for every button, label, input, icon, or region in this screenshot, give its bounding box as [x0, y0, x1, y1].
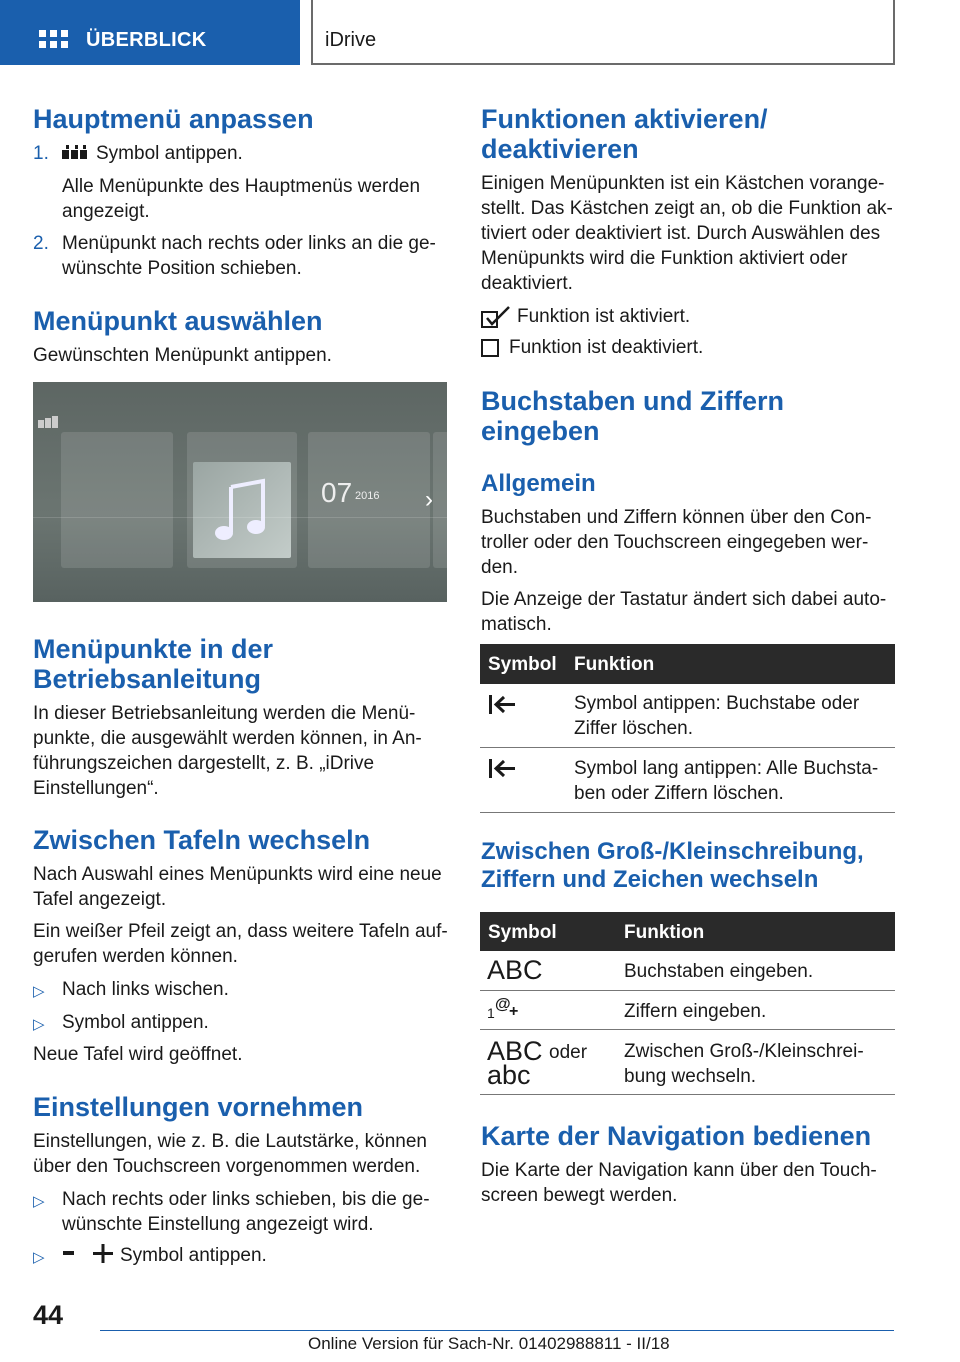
column-header: Funktion [624, 922, 705, 943]
overview-tab-label: ÜBERBLICK [86, 29, 207, 51]
heading-auswahlen: Menüpunkt auswählen [33, 306, 323, 336]
paragraph: screen bewegt werden. [481, 1185, 678, 1206]
bullet-triangle-icon: ▷ [33, 1016, 45, 1033]
section-tab[interactable] [311, 0, 895, 65]
uppercase-symbol: ABC [487, 1036, 543, 1066]
paragraph: Ein weißer Pfeil zeigt an, dass weitere Tafeln auf‐ [33, 921, 448, 942]
paragraph: Einstellungen“. [33, 778, 159, 799]
paragraph: gerufen werden können. [33, 946, 238, 967]
status-text: Funktion ist aktiviert. [517, 306, 691, 327]
lowercase-symbol: abc [487, 1060, 531, 1090]
section-title: iDrive [325, 29, 377, 51]
paragraph: führungszeichen dargestellt, z. B. „iDrive [33, 753, 375, 774]
step-text: Menüpunkt nach rechts oder links an die ge‐ [62, 233, 436, 254]
status-text: Funktion ist deaktiviert. [509, 337, 704, 358]
table-cell: Ziffern eingeben. [624, 1001, 767, 1022]
paragraph: Nach Auswahl eines Menüpunkts wird eine neue [33, 864, 442, 885]
heading-karte: Karte der Navigation bedienen [481, 1121, 872, 1151]
checkbox-empty-icon [481, 339, 501, 359]
overview-tab[interactable] [0, 0, 300, 65]
table-header [480, 644, 895, 684]
music-note-icon [193, 462, 291, 558]
step-text: Symbol antippen. [96, 143, 243, 164]
heading-tafeln: Zwischen Tafeln wechseln [33, 825, 371, 855]
paragraph: Die Anzeige der Tastatur ändert sich dabei auto‐ [481, 589, 887, 610]
paragraph: Die Karte der Navigation kann über den Touch‐ [481, 1160, 877, 1181]
backspace-icon [487, 758, 517, 780]
page-number: 44 [33, 1300, 64, 1330]
table-divider [480, 747, 895, 748]
heading-menuepunkte: Menüpunkte in der [33, 634, 274, 664]
grid-icon [39, 30, 68, 48]
step-number: 2. [33, 233, 49, 254]
table-cell: Buchstaben eingeben. [624, 961, 814, 982]
heading-funktionen: Funktionen aktivieren/ [481, 104, 768, 134]
heading-grossklein: Ziffern und Zeichen wechseln [481, 866, 819, 893]
album-art [193, 462, 291, 558]
column-header: Funktion [574, 654, 655, 675]
paragraph: matisch. [481, 614, 552, 635]
backspace-icon [487, 694, 517, 716]
calendar-year: 2016 [355, 490, 380, 502]
heading-funktionen: deaktivieren [481, 134, 639, 164]
table-divider [480, 1029, 895, 1030]
paragraph: deaktiviert. [481, 273, 573, 294]
heading-buchstaben: Buchstaben und Ziffern [481, 386, 784, 416]
subheading-allgemein: Allgemein [481, 470, 596, 497]
bullet-triangle-icon: ▷ [33, 1249, 45, 1266]
paragraph: In dieser Betriebsanleitung werden die Menü‐ [33, 703, 416, 724]
paragraph: Einigen Menüpunkten ist ein Kästchen vorange‐ [481, 173, 885, 194]
paragraph: über den Touchscreen vorgenommen werden. [33, 1156, 421, 1177]
numbers-symbol: 1 @ + [487, 996, 519, 1021]
column-header: Symbol [488, 922, 557, 943]
table-header [480, 912, 895, 951]
table-cell: Symbol lang antippen: Alle Buchsta‐ [574, 758, 879, 779]
footer-divider [100, 1330, 894, 1331]
step-text: wünschte Position schieben. [62, 258, 302, 279]
heading-einstellungen: Einstellungen vornehmen [33, 1092, 364, 1122]
paragraph: Buchstaben und Ziffern können über den Con‐ [481, 507, 872, 528]
minus-plus-icon [60, 1243, 116, 1265]
paragraph: punkte, die ausgewählt werden können, in An‐ [33, 728, 422, 749]
step-subtext: Alle Menüpunkte des Hauptmenüs werden [62, 176, 421, 197]
table-cell: Symbol antippen: Buchstabe oder [574, 693, 860, 714]
table-cell: ben oder Ziffern löschen. [574, 783, 784, 804]
paragraph: Tafel angezeigt. [33, 889, 167, 910]
paragraph: Gewünschten Menüpunkt antippen. [33, 345, 332, 366]
step-subtext: angezeigt. [62, 201, 150, 222]
tile-next [433, 432, 447, 568]
paragraph: den. [481, 557, 518, 578]
next-arrow-icon[interactable]: › [425, 486, 433, 513]
paragraph: Einstellungen, wie z. B. die Lautstärke, können [33, 1131, 427, 1152]
table-cell: Zwischen Groß-/Kleinschrei‐ [624, 1041, 864, 1062]
heading-grossklein: Zwischen Groß-/Kleinschreibung, [481, 838, 864, 865]
calendar-day: 07 [321, 477, 353, 508]
paragraph: tiviert oder deaktiviert ist. Durch Auswählen des [481, 223, 881, 244]
symbol-conjunction: oder [549, 1042, 588, 1063]
bullet-text: wünschte Einstellung angezeigt wird. [62, 1214, 374, 1235]
tile-vehicle-info [61, 432, 173, 568]
step-number: 1. [33, 143, 49, 164]
bullet-text: Nach links wischen. [62, 979, 229, 1000]
table-divider [480, 812, 895, 813]
footer-version: Online Version für Sach-Nr. 01402988811 - II/18 [308, 1334, 670, 1353]
paragraph: stellt. Das Kästchen zeigt an, ob die Funktion ak‐ [481, 198, 893, 219]
divider [33, 517, 447, 518]
table-cell: Ziffer löschen. [574, 718, 693, 739]
menu-tiles-icon [38, 416, 58, 434]
table-cell: bung wechseln. [624, 1066, 757, 1087]
uppercase-symbol: ABC [487, 955, 543, 985]
bullet-text: Nach rechts oder links schieben, bis die ge‐ [62, 1189, 430, 1210]
menu-icon [62, 144, 88, 160]
checkbox-checked-icon [481, 305, 511, 329]
bullet-text: Symbol antippen. [120, 1245, 267, 1266]
paragraph: troller oder den Touchscreen eingegeben wer‐ [481, 532, 869, 553]
paragraph: Neue Tafel wird geöffnet. [33, 1044, 243, 1065]
bullet-triangle-icon: ▷ [33, 983, 45, 1000]
table-divider [480, 1094, 895, 1095]
column-header: Symbol [488, 654, 557, 675]
bullet-triangle-icon: ▷ [33, 1193, 45, 1210]
heading-hauptmenu: Hauptmenü anpassen [33, 104, 314, 134]
idrive-screen-photo [33, 382, 447, 602]
table-divider [480, 990, 895, 991]
heading-menuepunkte: Betriebsanleitung [33, 664, 262, 694]
heading-buchstaben: eingeben [481, 416, 600, 446]
bullet-text: Symbol antippen. [62, 1012, 209, 1033]
paragraph: Menüpunkts wird die Funktion aktiviert oder [481, 248, 848, 269]
